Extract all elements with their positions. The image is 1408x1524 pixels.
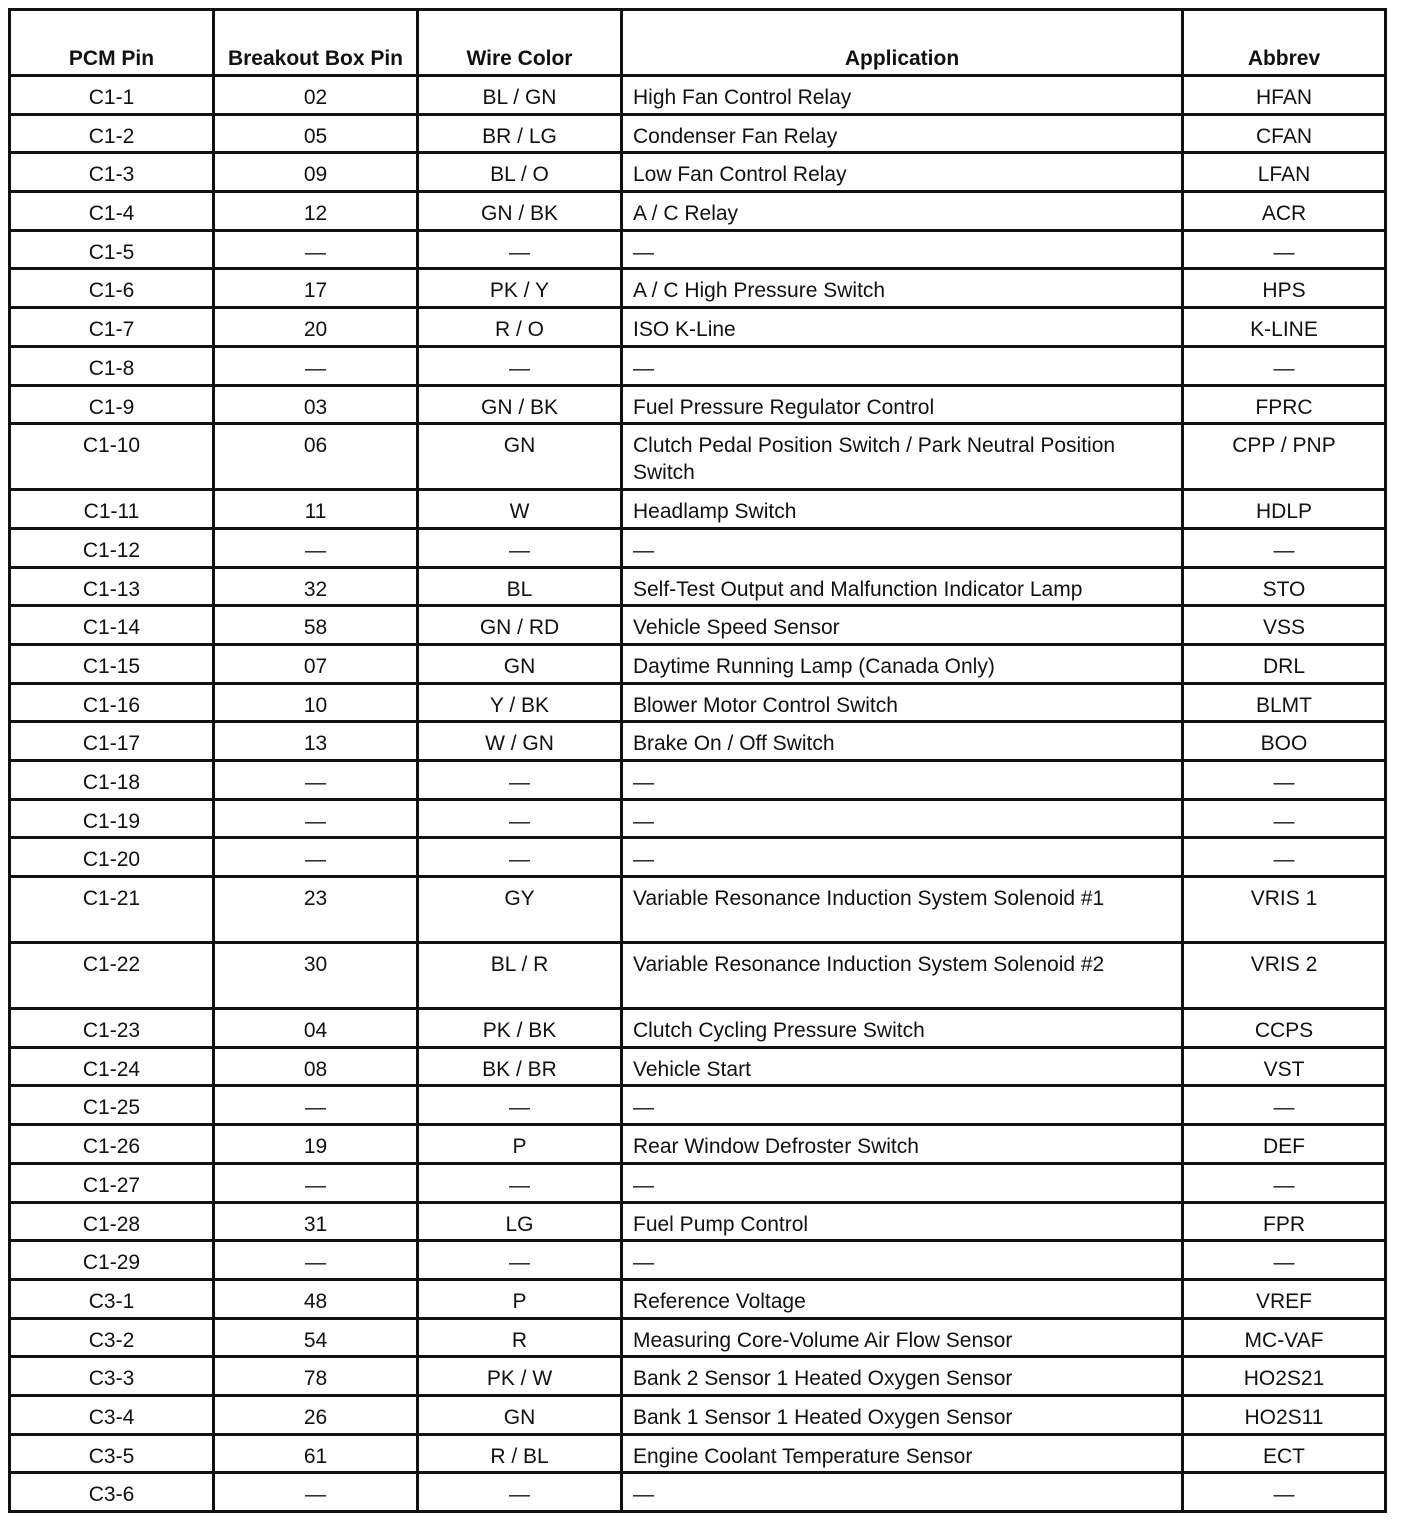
table-row xyxy=(10,606,1386,645)
cell-wire-color: BL / O xyxy=(418,153,622,192)
cell-application: — xyxy=(622,230,1183,269)
header-wire-color: Wire Color xyxy=(418,10,622,76)
cell-application: Low Fan Control Relay xyxy=(622,153,1183,192)
cell-pcm-pin: C1-24 xyxy=(10,1047,214,1086)
cell-pcm-pin: C1-12 xyxy=(10,528,214,567)
table-row xyxy=(10,1395,1386,1434)
cell-wire-color: W xyxy=(418,490,622,529)
table-row xyxy=(10,114,1386,153)
cell-wire-color: R / BL xyxy=(418,1434,622,1473)
cell-application: — xyxy=(622,1473,1183,1512)
cell-abbrev: BOO xyxy=(1183,722,1386,761)
cell-application: High Fan Control Relay xyxy=(622,76,1183,115)
table-row xyxy=(10,1009,1386,1048)
cell-wire-color: P xyxy=(418,1125,622,1164)
table-row xyxy=(10,1125,1386,1164)
cell-wire-color: — xyxy=(418,230,622,269)
cell-abbrev: — xyxy=(1183,838,1386,877)
cell-abbrev: VREF xyxy=(1183,1279,1386,1318)
cell-pcm-pin: C1-14 xyxy=(10,606,214,645)
cell-breakout-box-pin: 31 xyxy=(214,1202,418,1241)
cell-application: Fuel Pump Control xyxy=(622,1202,1183,1241)
cell-pcm-pin: C1-27 xyxy=(10,1163,214,1202)
cell-pcm-pin: C1-13 xyxy=(10,567,214,606)
cell-wire-color: BL xyxy=(418,567,622,606)
table-row xyxy=(10,1279,1386,1318)
cell-breakout-box-pin: 30 xyxy=(214,943,418,1009)
cell-abbrev: MC-VAF xyxy=(1183,1318,1386,1357)
cell-breakout-box-pin: 23 xyxy=(214,877,418,943)
cell-wire-color: GN / BK xyxy=(418,385,622,424)
cell-abbrev: CPP / PNP xyxy=(1183,424,1386,490)
cell-wire-color: — xyxy=(418,761,622,800)
cell-pcm-pin: C1-5 xyxy=(10,230,214,269)
cell-application: Brake On / Off Switch xyxy=(622,722,1183,761)
cell-application: Clutch Cycling Pressure Switch xyxy=(622,1009,1183,1048)
cell-application: Vehicle Start xyxy=(622,1047,1183,1086)
cell-pcm-pin: C3-3 xyxy=(10,1357,214,1396)
cell-application: Reference Voltage xyxy=(622,1279,1183,1318)
cell-pcm-pin: C1-10 xyxy=(10,424,214,490)
cell-application: Condenser Fan Relay xyxy=(622,114,1183,153)
table-row xyxy=(10,799,1386,838)
cell-wire-color: — xyxy=(418,1086,622,1125)
table-row xyxy=(10,1434,1386,1473)
cell-breakout-box-pin: 02 xyxy=(214,76,418,115)
cell-breakout-box-pin: 32 xyxy=(214,567,418,606)
table-row xyxy=(10,1357,1386,1396)
cell-wire-color: GN xyxy=(418,1395,622,1434)
table-row xyxy=(10,943,1386,1009)
cell-breakout-box-pin: — xyxy=(214,230,418,269)
cell-pcm-pin: C1-4 xyxy=(10,192,214,231)
cell-pcm-pin: C1-6 xyxy=(10,269,214,308)
header-breakout-box-pin: Breakout Box Pin xyxy=(214,10,418,76)
cell-application: Headlamp Switch xyxy=(622,490,1183,529)
table-row xyxy=(10,1047,1386,1086)
cell-pcm-pin: C1-7 xyxy=(10,308,214,347)
cell-application: Fuel Pressure Regulator Control xyxy=(622,385,1183,424)
pin-table xyxy=(8,8,1387,1513)
cell-abbrev: BLMT xyxy=(1183,683,1386,722)
table-row xyxy=(10,838,1386,877)
header-pcm-pin: PCM Pin xyxy=(10,10,214,76)
cell-wire-color: Y / BK xyxy=(418,683,622,722)
cell-breakout-box-pin: 06 xyxy=(214,424,418,490)
cell-application: Self-Test Output and Malfunction Indicator Lamp xyxy=(622,567,1183,606)
cell-breakout-box-pin: 61 xyxy=(214,1434,418,1473)
cell-application: Vehicle Speed Sensor xyxy=(622,606,1183,645)
cell-abbrev: HFAN xyxy=(1183,76,1386,115)
cell-abbrev: — xyxy=(1183,1241,1386,1280)
cell-breakout-box-pin: — xyxy=(214,1473,418,1512)
cell-breakout-box-pin: 58 xyxy=(214,606,418,645)
cell-application: A / C High Pressure Switch xyxy=(622,269,1183,308)
table-row xyxy=(10,877,1386,943)
cell-abbrev: HDLP xyxy=(1183,490,1386,529)
cell-application: — xyxy=(622,799,1183,838)
cell-application: ISO K-Line xyxy=(622,308,1183,347)
table-row xyxy=(10,644,1386,683)
cell-abbrev: CCPS xyxy=(1183,1009,1386,1048)
table-row xyxy=(10,308,1386,347)
cell-pcm-pin: C1-17 xyxy=(10,722,214,761)
table-row xyxy=(10,567,1386,606)
table-row xyxy=(10,76,1386,115)
table-row xyxy=(10,683,1386,722)
cell-pcm-pin: C1-9 xyxy=(10,385,214,424)
cell-application: Blower Motor Control Switch xyxy=(622,683,1183,722)
cell-wire-color: PK / Y xyxy=(418,269,622,308)
table-row xyxy=(10,1086,1386,1125)
cell-pcm-pin: C1-25 xyxy=(10,1086,214,1125)
cell-breakout-box-pin: 54 xyxy=(214,1318,418,1357)
cell-application: — xyxy=(622,838,1183,877)
cell-wire-color: BL / R xyxy=(418,943,622,1009)
cell-breakout-box-pin: — xyxy=(214,528,418,567)
cell-breakout-box-pin: 05 xyxy=(214,114,418,153)
cell-wire-color: GN xyxy=(418,424,622,490)
cell-breakout-box-pin: 19 xyxy=(214,1125,418,1164)
cell-pcm-pin: C1-11 xyxy=(10,490,214,529)
cell-pcm-pin: C1-29 xyxy=(10,1241,214,1280)
cell-application: Engine Coolant Temperature Sensor xyxy=(622,1434,1183,1473)
cell-application: — xyxy=(622,346,1183,385)
cell-breakout-box-pin: 26 xyxy=(214,1395,418,1434)
cell-wire-color: — xyxy=(418,838,622,877)
cell-abbrev: DRL xyxy=(1183,644,1386,683)
cell-application: Variable Resonance Induction System Solenoid #2 xyxy=(622,943,1183,1009)
cell-wire-color: R / O xyxy=(418,308,622,347)
table-row xyxy=(10,528,1386,567)
cell-abbrev: FPR xyxy=(1183,1202,1386,1241)
cell-abbrev: DEF xyxy=(1183,1125,1386,1164)
cell-breakout-box-pin: 03 xyxy=(214,385,418,424)
cell-breakout-box-pin: 11 xyxy=(214,490,418,529)
cell-breakout-box-pin: 10 xyxy=(214,683,418,722)
cell-breakout-box-pin: — xyxy=(214,1086,418,1125)
cell-pcm-pin: C3-2 xyxy=(10,1318,214,1357)
cell-wire-color: — xyxy=(418,1241,622,1280)
cell-abbrev: — xyxy=(1183,1086,1386,1125)
cell-breakout-box-pin: 09 xyxy=(214,153,418,192)
cell-application: Clutch Pedal Position Switch / Park Neutral Position Switch xyxy=(622,424,1183,490)
cell-wire-color: BL / GN xyxy=(418,76,622,115)
cell-wire-color: PK / BK xyxy=(418,1009,622,1048)
cell-application: — xyxy=(622,1086,1183,1125)
cell-abbrev: — xyxy=(1183,230,1386,269)
cell-wire-color: LG xyxy=(418,1202,622,1241)
cell-wire-color: BK / BR xyxy=(418,1047,622,1086)
table-row xyxy=(10,1473,1386,1512)
header-row xyxy=(10,10,1386,76)
cell-abbrev: CFAN xyxy=(1183,114,1386,153)
table-row xyxy=(10,1202,1386,1241)
cell-abbrev: — xyxy=(1183,1163,1386,1202)
table-row xyxy=(10,230,1386,269)
cell-breakout-box-pin: — xyxy=(214,346,418,385)
cell-wire-color: — xyxy=(418,1163,622,1202)
cell-abbrev: ECT xyxy=(1183,1434,1386,1473)
cell-abbrev: VRIS 2 xyxy=(1183,943,1386,1009)
cell-pcm-pin: C3-6 xyxy=(10,1473,214,1512)
cell-breakout-box-pin: 48 xyxy=(214,1279,418,1318)
cell-wire-color: GN xyxy=(418,644,622,683)
table-row xyxy=(10,1318,1386,1357)
cell-breakout-box-pin: — xyxy=(214,761,418,800)
cell-breakout-box-pin: — xyxy=(214,838,418,877)
cell-wire-color: BR / LG xyxy=(418,114,622,153)
cell-application: Bank 1 Sensor 1 Heated Oxygen Sensor xyxy=(622,1395,1183,1434)
cell-abbrev: — xyxy=(1183,761,1386,800)
cell-abbrev: — xyxy=(1183,1473,1386,1512)
cell-pcm-pin: C3-5 xyxy=(10,1434,214,1473)
cell-pcm-pin: C1-23 xyxy=(10,1009,214,1048)
cell-pcm-pin: C1-8 xyxy=(10,346,214,385)
cell-application: — xyxy=(622,1163,1183,1202)
cell-application: — xyxy=(622,761,1183,800)
cell-abbrev: HO2S11 xyxy=(1183,1395,1386,1434)
cell-application: Variable Resonance Induction System Solenoid #1 xyxy=(622,877,1183,943)
cell-pcm-pin: C1-26 xyxy=(10,1125,214,1164)
cell-breakout-box-pin: 13 xyxy=(214,722,418,761)
cell-application: Measuring Core-Volume Air Flow Sensor xyxy=(622,1318,1183,1357)
cell-wire-color: — xyxy=(418,528,622,567)
cell-wire-color: PK / W xyxy=(418,1357,622,1396)
cell-pcm-pin: C1-1 xyxy=(10,76,214,115)
cell-breakout-box-pin: 07 xyxy=(214,644,418,683)
cell-abbrev: VRIS 1 xyxy=(1183,877,1386,943)
table-row xyxy=(10,761,1386,800)
cell-pcm-pin: C1-21 xyxy=(10,877,214,943)
cell-application: Daytime Running Lamp (Canada Only) xyxy=(622,644,1183,683)
cell-wire-color: — xyxy=(418,799,622,838)
cell-abbrev: VSS xyxy=(1183,606,1386,645)
cell-abbrev: STO xyxy=(1183,567,1386,606)
cell-application: A / C Relay xyxy=(622,192,1183,231)
table-row xyxy=(10,153,1386,192)
cell-breakout-box-pin: 20 xyxy=(214,308,418,347)
cell-breakout-box-pin: — xyxy=(214,1241,418,1280)
cell-breakout-box-pin: 08 xyxy=(214,1047,418,1086)
cell-abbrev: — xyxy=(1183,346,1386,385)
table-row xyxy=(10,192,1386,231)
table-row xyxy=(10,490,1386,529)
cell-abbrev: HO2S21 xyxy=(1183,1357,1386,1396)
table-row xyxy=(10,424,1386,490)
cell-application: Bank 2 Sensor 1 Heated Oxygen Sensor xyxy=(622,1357,1183,1396)
cell-wire-color: GN / BK xyxy=(418,192,622,231)
cell-breakout-box-pin: — xyxy=(214,799,418,838)
cell-pcm-pin: C1-20 xyxy=(10,838,214,877)
pin-rows xyxy=(10,76,1386,1512)
cell-pcm-pin: C1-15 xyxy=(10,644,214,683)
cell-abbrev: FPRC xyxy=(1183,385,1386,424)
cell-wire-color: P xyxy=(418,1279,622,1318)
cell-abbrev: VST xyxy=(1183,1047,1386,1086)
cell-pcm-pin: C3-1 xyxy=(10,1279,214,1318)
table-row xyxy=(10,269,1386,308)
cell-breakout-box-pin: 78 xyxy=(214,1357,418,1396)
cell-pcm-pin: C1-18 xyxy=(10,761,214,800)
header-abbrev: Abbrev xyxy=(1183,10,1386,76)
cell-pcm-pin: C3-4 xyxy=(10,1395,214,1434)
cell-wire-color: R xyxy=(418,1318,622,1357)
header-application: Application xyxy=(622,10,1183,76)
table-row xyxy=(10,722,1386,761)
table-row xyxy=(10,385,1386,424)
cell-breakout-box-pin: — xyxy=(214,1163,418,1202)
cell-pcm-pin: C1-2 xyxy=(10,114,214,153)
cell-abbrev: ACR xyxy=(1183,192,1386,231)
cell-abbrev: — xyxy=(1183,528,1386,567)
cell-wire-color: W / GN xyxy=(418,722,622,761)
cell-breakout-box-pin: 17 xyxy=(214,269,418,308)
cell-pcm-pin: C1-22 xyxy=(10,943,214,1009)
cell-application: — xyxy=(622,528,1183,567)
cell-abbrev: LFAN xyxy=(1183,153,1386,192)
cell-abbrev: HPS xyxy=(1183,269,1386,308)
table-row xyxy=(10,1241,1386,1280)
cell-pcm-pin: C1-28 xyxy=(10,1202,214,1241)
cell-wire-color: GY xyxy=(418,877,622,943)
table-row xyxy=(10,346,1386,385)
table-row xyxy=(10,1163,1386,1202)
cell-wire-color: GN / RD xyxy=(418,606,622,645)
cell-pcm-pin: C1-16 xyxy=(10,683,214,722)
cell-abbrev: K-LINE xyxy=(1183,308,1386,347)
cell-application: Rear Window Defroster Switch xyxy=(622,1125,1183,1164)
cell-pcm-pin: C1-19 xyxy=(10,799,214,838)
cell-wire-color: — xyxy=(418,346,622,385)
cell-breakout-box-pin: 12 xyxy=(214,192,418,231)
cell-pcm-pin: C1-3 xyxy=(10,153,214,192)
cell-application: — xyxy=(622,1241,1183,1280)
cell-breakout-box-pin: 04 xyxy=(214,1009,418,1048)
cell-abbrev: — xyxy=(1183,799,1386,838)
cell-wire-color: — xyxy=(418,1473,622,1512)
